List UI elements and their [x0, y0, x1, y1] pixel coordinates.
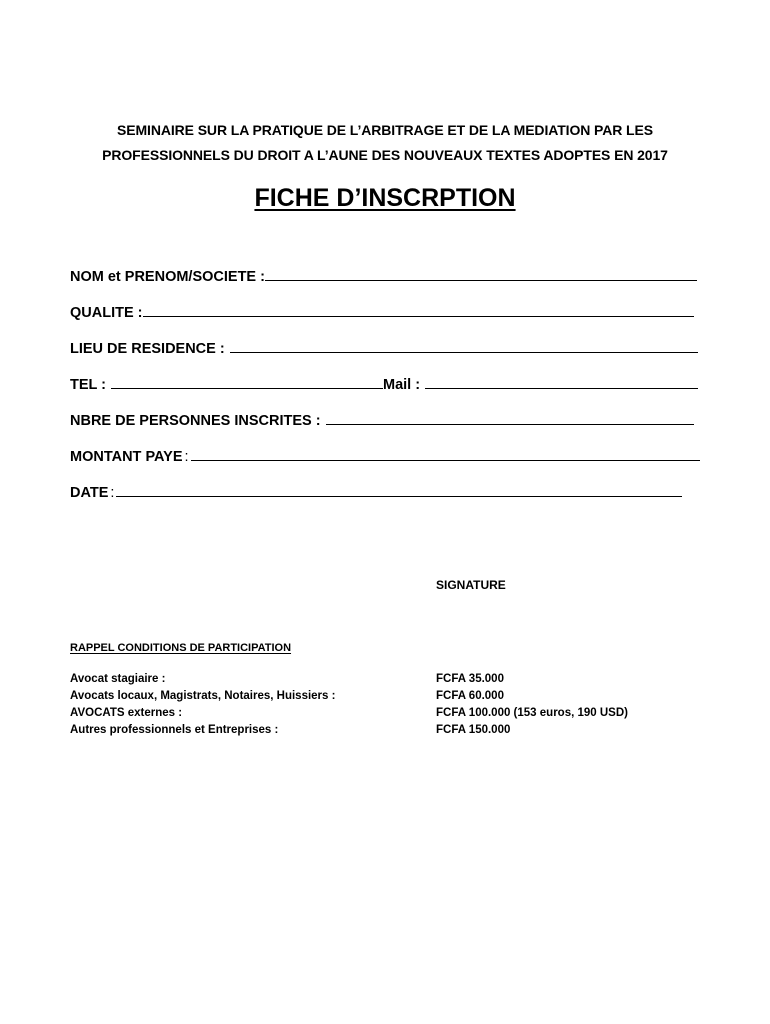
qualite-blank-line[interactable] — [143, 316, 695, 317]
qualite-label: QUALITE : — [70, 305, 143, 321]
date-label: DATE — [70, 485, 109, 501]
condition-label: Avocat stagiaire : — [70, 673, 166, 685]
residence-blank-line[interactable] — [230, 352, 698, 353]
condition-price: FCFA 100.000 (153 euros, 190 USD) — [436, 707, 628, 719]
condition-row — [70, 722, 670, 739]
participants-count-blank-line[interactable] — [326, 424, 694, 425]
condition-label: Avocats locaux, Magistrats, Notaires, Huissiers : — [70, 690, 336, 702]
form-title: FICHE D’INSCRPTION — [254, 184, 516, 212]
residence-field[interactable] — [70, 335, 698, 357]
tel-blank-line[interactable] — [111, 388, 383, 389]
header-line-1: SEMINAIRE SUR LA PRATIQUE DE L’ARBITRAGE ET DE LA MEDIATION PAR LES — [117, 122, 653, 138]
participants-count-field[interactable] — [70, 407, 694, 429]
mail-blank-line[interactable] — [425, 388, 698, 389]
name-field[interactable] — [70, 263, 697, 285]
amount-paid-field[interactable] — [70, 443, 700, 465]
name-blank-line[interactable] — [265, 280, 697, 281]
date-field[interactable] — [70, 479, 682, 501]
date-colon: : — [110, 485, 115, 501]
tel-label: TEL : — [70, 377, 106, 393]
tel-mail-field[interactable] — [70, 371, 698, 393]
qualite-field[interactable] — [70, 299, 694, 321]
conditions-heading: RAPPEL CONDITIONS DE PARTICIPATION — [70, 642, 292, 654]
seminar-header — [40, 118, 730, 168]
signature-label: SIGNATURE — [436, 578, 506, 592]
mail-label: Mail : — [382, 377, 421, 393]
residence-label: LIEU DE RESIDENCE : — [70, 341, 225, 357]
participants-count-label: NBRE DE PERSONNES INSCRITES : — [70, 413, 321, 429]
condition-row — [70, 705, 670, 722]
condition-price: FCFA 35.000 — [436, 673, 504, 685]
amount-paid-label: MONTANT PAYE — [70, 449, 183, 465]
condition-label: AVOCATS externes : — [70, 707, 183, 719]
condition-price: FCFA 60.000 — [436, 690, 504, 702]
name-label: NOM et PRENOM/SOCIETE : — [70, 269, 265, 285]
amount-paid-blank-line[interactable] — [191, 460, 700, 461]
condition-row — [70, 671, 670, 688]
condition-row — [70, 688, 670, 705]
condition-label: Autres professionnels et Entreprises : — [70, 724, 279, 736]
condition-price: FCFA 150.000 — [436, 724, 511, 736]
date-blank-line[interactable] — [116, 496, 682, 497]
conditions-list — [70, 671, 670, 739]
amount-paid-colon: : — [184, 449, 189, 465]
header-line-2: PROFESSIONNELS DU DROIT A L’AUNE DES NOUVEAUX TEXTES ADOPTES EN 2017 — [102, 147, 668, 163]
